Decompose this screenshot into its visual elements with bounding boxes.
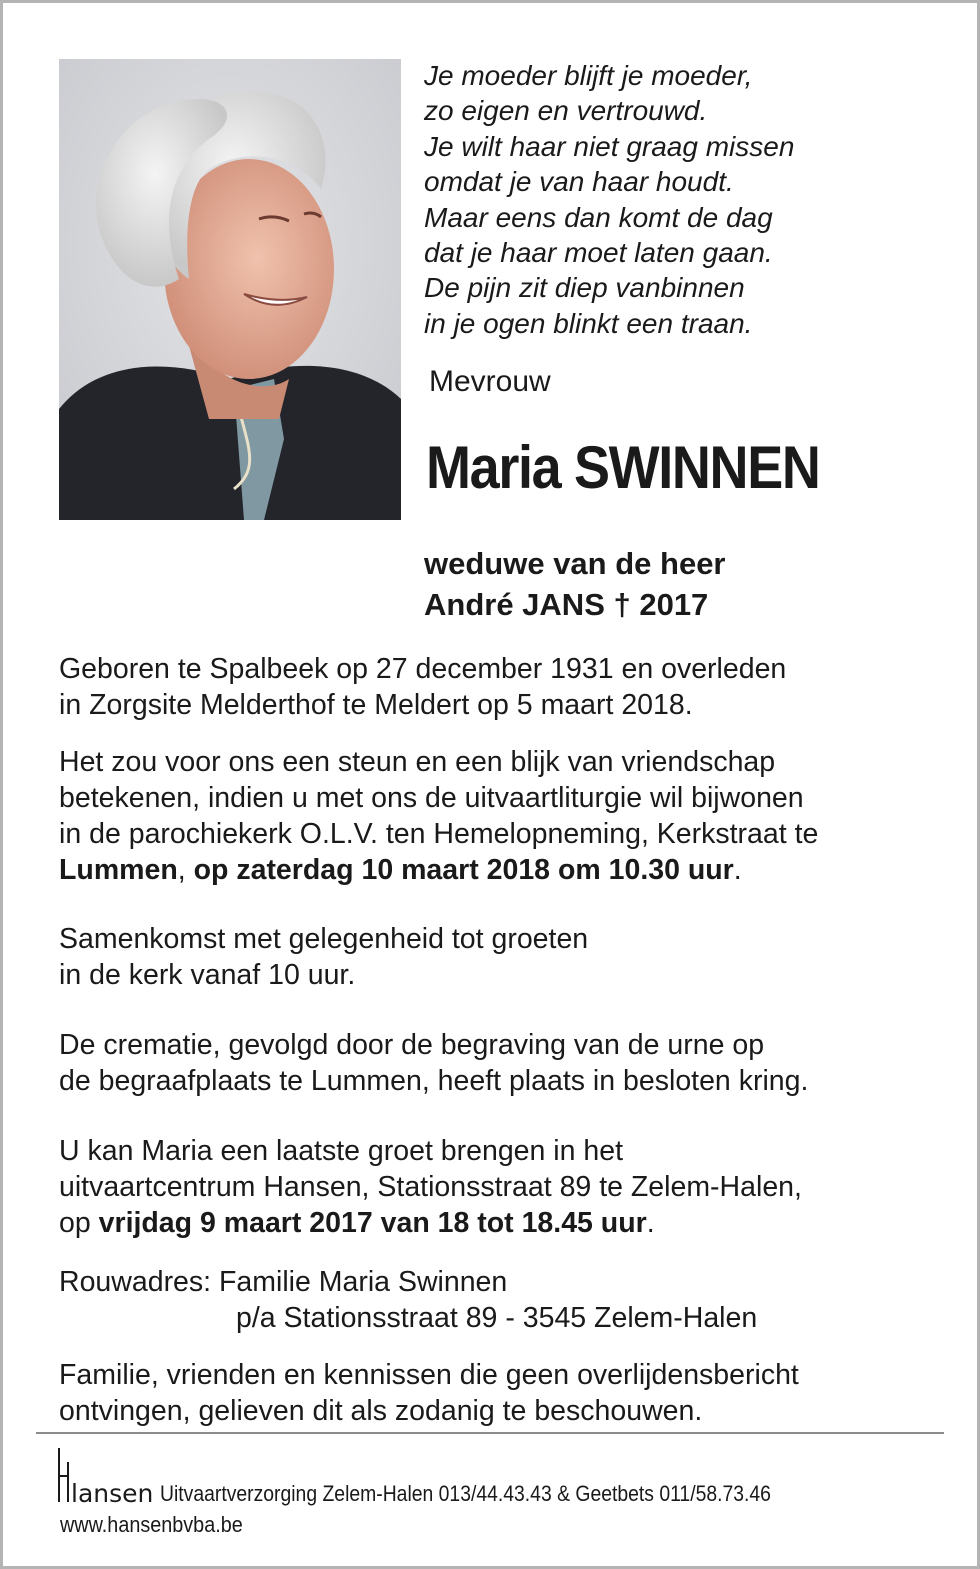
poem-line: Maar eens dan komt de dag bbox=[424, 201, 773, 233]
text-line: in de parochiekerk O.L.V. ten Hemelopneming, Kerkstraat te bbox=[59, 818, 819, 850]
website-link[interactable]: www.hansenbvba.be bbox=[60, 1512, 243, 1537]
poem-line: zo eigen en vertrouwd. bbox=[424, 95, 708, 127]
text-line: de begraafplaats te Lummen, heeft plaats in besloten kring. bbox=[59, 1065, 809, 1097]
visit-datetime: vrijdag 9 maart 2017 van 18 tot 18.45 uur bbox=[98, 1207, 647, 1239]
poem-line: Je moeder blijft je moeder, bbox=[424, 60, 753, 91]
spouse-line: André JANS † 2017 bbox=[424, 587, 709, 622]
text-line: Geboren te Spalbeek op 27 december 1931 en overleden bbox=[59, 653, 787, 685]
visit-prefix: op bbox=[59, 1207, 91, 1239]
text-line: p/a Stationsstraat 89 - 3545 Zelem-Halen bbox=[236, 1302, 758, 1334]
text-line: De crematie, gevolgd door de begraving van de urne op bbox=[59, 1029, 765, 1061]
cremation-paragraph bbox=[59, 1027, 808, 1099]
text-line: Rouwadres: Familie Maria Swinnen bbox=[59, 1266, 508, 1298]
period: . bbox=[646, 1207, 655, 1239]
period: . bbox=[733, 854, 742, 886]
text-line: in Zorgsite Melderthof te Meldert op 5 maart 2018. bbox=[59, 689, 693, 721]
poem-line: dat je haar moet laten gaan. bbox=[424, 237, 773, 269]
gathering-paragraph bbox=[59, 921, 588, 993]
portrait-photo bbox=[59, 59, 401, 520]
spouse-line: weduwe van de heer bbox=[424, 546, 726, 581]
text-line bbox=[59, 1205, 802, 1241]
text-line: U kan Maria een laatste groet brengen in het bbox=[59, 1135, 624, 1167]
service-place: Lummen bbox=[59, 854, 178, 886]
text-line: in de kerk vanaf 10 uur. bbox=[59, 959, 356, 991]
deceased-name: Maria SWINNEN bbox=[426, 434, 820, 501]
birth-death-paragraph bbox=[59, 651, 786, 723]
spouse-info bbox=[424, 543, 726, 625]
address-paragraph bbox=[59, 1264, 757, 1336]
text-line: ontvingen, gelieven dit als zodanig te beschouwen. bbox=[59, 1395, 703, 1427]
poem-line: in je ogen blinkt een traan. bbox=[424, 307, 753, 339]
text-line: Samenkomst met gelegenheid tot groeten bbox=[59, 923, 589, 955]
text-line: betekenen, indien u met ons de uitvaartliturgie wil bijwonen bbox=[59, 782, 804, 814]
logo-text: lansen bbox=[71, 1479, 154, 1508]
text-line: Het zou voor ons een steun en een blijk van vriendschap bbox=[59, 746, 776, 778]
service-paragraph bbox=[59, 744, 818, 888]
hansen-logo-icon bbox=[57, 1446, 177, 1508]
service-datetime: op zaterdag 10 maart 2018 om 10.30 uur bbox=[193, 854, 734, 886]
poem bbox=[424, 58, 944, 341]
poem-line: omdat je van haar houdt. bbox=[424, 166, 734, 198]
poem-line: De pijn zit diep vanbinnen bbox=[424, 272, 745, 304]
hansen-logo bbox=[57, 1446, 177, 1508]
portrait-image bbox=[59, 59, 401, 520]
poem-line: Je wilt haar niet graag missen bbox=[424, 130, 795, 162]
funeral-home-contact: Uitvaartverzorging Zelem-Halen 013/44.43.43 & Geetbets 011/58.73.46 bbox=[160, 1481, 771, 1506]
comma: , bbox=[177, 854, 186, 886]
divider bbox=[36, 1432, 944, 1434]
notice-paragraph bbox=[59, 1357, 799, 1429]
honorific: Mevrouw bbox=[429, 365, 551, 398]
text-line: Familie, vrienden en kennissen die geen overlijdensbericht bbox=[59, 1359, 799, 1391]
text-line bbox=[59, 852, 818, 888]
text-line: uitvaartcentrum Hansen, Stationsstraat 89 te Zelem-Halen, bbox=[59, 1171, 802, 1203]
visit-paragraph bbox=[59, 1133, 802, 1241]
